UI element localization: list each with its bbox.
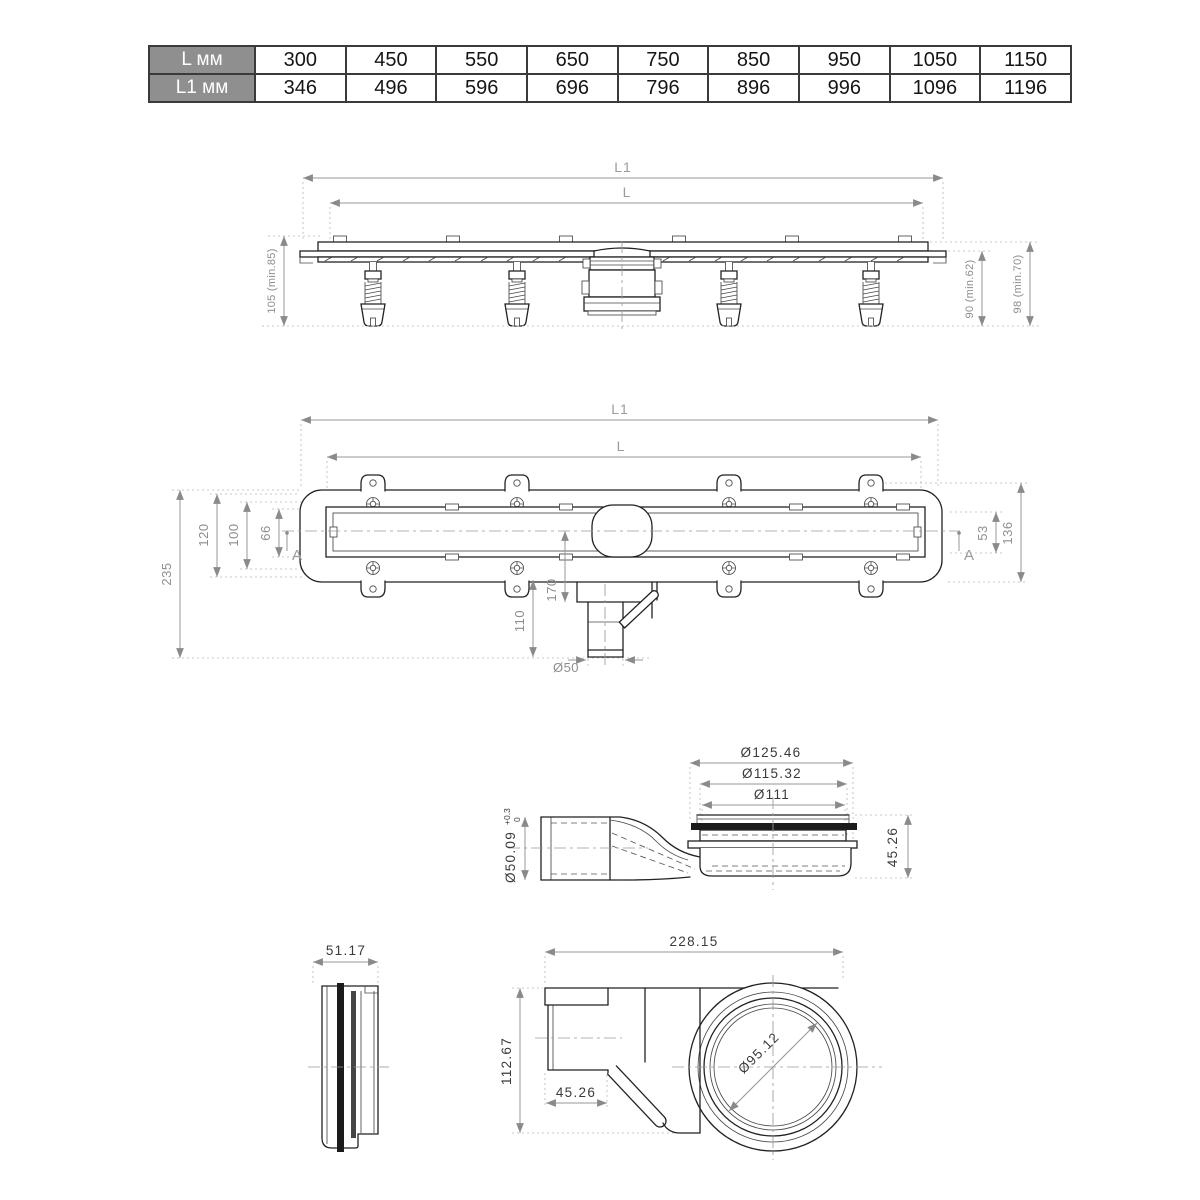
table-header-L1: L1 мм (149, 74, 255, 102)
table-cell: 850 (708, 46, 799, 74)
dim-label-d111: Ø111 (753, 787, 791, 802)
table-cell: 1050 (890, 46, 981, 74)
top-view-drawing (159, 401, 1027, 675)
table-cell: 796 (618, 74, 709, 102)
dim-label-136: 136 (1000, 521, 1015, 545)
dim-label-L1-top: L1 (611, 401, 629, 417)
section-marker-left: A (291, 547, 303, 564)
dim-label-235: 235 (159, 562, 174, 586)
svg-text:0: 0 (512, 817, 522, 822)
trap-bottom-body (535, 975, 882, 1160)
table-cell: 300 (255, 46, 346, 74)
svg-text:+0.3: +0.3 (502, 808, 512, 825)
dim-label-d95: Ø95.12 (735, 1029, 783, 1077)
dim-label-112: 112.67 (499, 1036, 514, 1086)
sump-section-drawing (502, 745, 914, 890)
dim-label-98: 98 (min.70) (1012, 254, 1024, 314)
dim-label-100: 100 (226, 523, 241, 547)
drain-trap-side (582, 241, 662, 331)
table-cell: 950 (799, 46, 890, 74)
table-cell: 450 (346, 46, 437, 74)
table-cell: 896 (708, 74, 799, 102)
trap-side-drawing (308, 943, 392, 1152)
dim-label-66: 66 (258, 525, 273, 541)
table-cell: 496 (346, 74, 437, 102)
svg-text:Ø50.09: Ø50.09 (503, 830, 518, 884)
dim-label-d115: Ø115.32 (742, 766, 802, 781)
sump-body-section (508, 797, 857, 890)
table-cell: 550 (436, 46, 527, 74)
channel-body-top (300, 475, 942, 597)
grate-edge-section (691, 823, 857, 830)
side-view-drawing (262, 159, 1042, 331)
dim-label-d50: Ø50 (552, 660, 580, 675)
dim-label-L1: L1 (614, 159, 632, 175)
dim-label-170: 170 (544, 578, 559, 602)
dim-label-105: 105 (min.85) (266, 248, 278, 314)
table-cell: 750 (618, 46, 709, 74)
table-cell: 1096 (890, 74, 981, 102)
dim-label-53: 53 (975, 525, 990, 541)
dim-label-d125: Ø125.46 (740, 745, 802, 760)
table-header-L: L мм (149, 46, 255, 74)
trap-lever-bottom-view (608, 1066, 666, 1127)
trap-profile (308, 983, 392, 1152)
dim-label-L-top: L (616, 438, 626, 454)
table-cell: 996 (799, 74, 890, 102)
dim-label-110: 110 (512, 609, 527, 633)
dim-label-45-section: 45.26 (885, 826, 900, 868)
dim-label-120: 120 (196, 523, 211, 547)
dim-label-228: 228.15 (669, 934, 719, 949)
table-cell: 1150 (980, 46, 1071, 74)
table-cell: 596 (436, 74, 527, 102)
dim-label-90: 90 (min.62) (964, 259, 976, 319)
trap-bottom-drawing (499, 934, 882, 1160)
table-cell: 650 (527, 46, 618, 74)
table-cell: 346 (255, 74, 346, 102)
dim-label-L: L (622, 184, 632, 200)
dim-label-d50-tol (502, 808, 522, 883)
dim-label-45-bottom: 45.26 (555, 1085, 597, 1100)
table-cell: 1196 (980, 74, 1071, 102)
bottom-outlet-top-view (577, 582, 658, 668)
section-marker-right: A (963, 547, 975, 564)
gasket-band (337, 983, 344, 1152)
table-cell: 696 (527, 74, 618, 102)
dim-label-51: 51.17 (325, 943, 367, 958)
